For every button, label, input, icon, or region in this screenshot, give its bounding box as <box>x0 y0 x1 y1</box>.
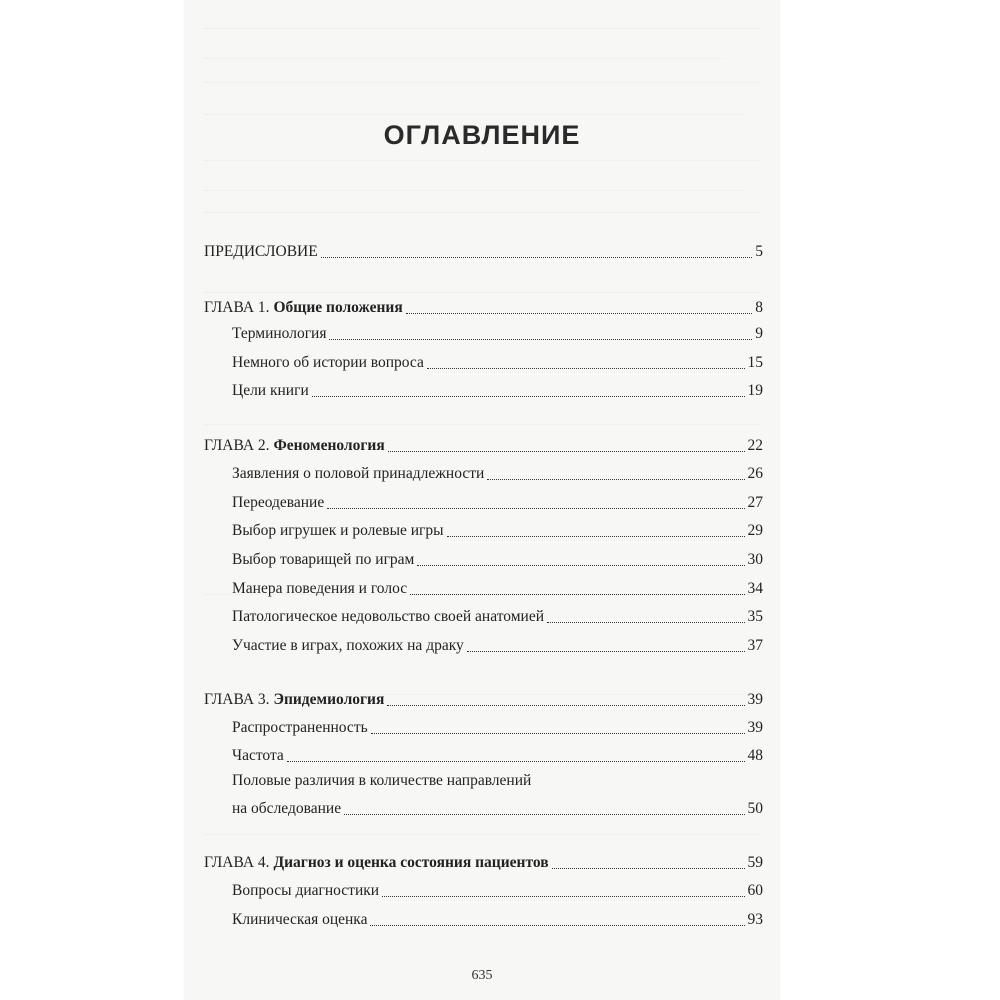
dot-leader <box>321 257 753 258</box>
toc-page-number: 39 <box>747 719 763 736</box>
toc-page-number: 60 <box>747 882 763 899</box>
book-page <box>184 0 780 1000</box>
toc-section-label: Патологическое недовольство своей анатомией <box>232 608 544 625</box>
toc-chapter-label: ГЛАВА 3. Эпидемиология <box>204 691 385 708</box>
toc-section-label: Клиническая оценка <box>232 911 368 928</box>
dot-leader <box>410 594 744 595</box>
toc-chapter-4 <box>204 849 763 873</box>
toc-page-number: 22 <box>747 437 763 454</box>
dot-leader <box>547 622 745 623</box>
dot-leader <box>371 733 745 734</box>
toc-page-number: 19 <box>747 382 763 399</box>
toc-section-label: Манера поведения и голос <box>232 580 408 597</box>
toc-section <box>232 632 763 656</box>
toc-section <box>232 714 763 738</box>
toc-section <box>232 349 763 373</box>
toc-section <box>232 460 763 484</box>
toc-chapter-1 <box>204 294 763 318</box>
dot-leader <box>344 814 744 815</box>
toc-chapter-label: ГЛАВА 1. Общие положения <box>204 299 403 316</box>
toc-section <box>232 320 763 344</box>
toc-chapter-label: ГЛАВА 2. Феноменология <box>204 437 385 454</box>
dot-leader <box>406 313 753 314</box>
dot-leader <box>447 536 745 537</box>
toc-entry-label: ПРЕДИСЛОВИЕ <box>204 243 318 260</box>
toc-section <box>232 603 763 627</box>
toc-section <box>232 517 763 541</box>
toc-section <box>232 546 763 570</box>
toc-page-number: 30 <box>747 551 763 568</box>
toc-section-label: Терминология <box>232 325 327 342</box>
toc-section-label: Немного об истории вопроса <box>232 354 424 371</box>
dot-leader <box>387 705 744 706</box>
toc-page-number: 37 <box>747 637 763 654</box>
toc-page-number: 8 <box>755 299 763 316</box>
toc-section-label: Половые различия в количестве направлений <box>232 772 532 789</box>
toc-section <box>232 489 763 513</box>
toc-section-label: Выбор игрушек и ролевые игры <box>232 522 444 539</box>
toc-page-number: 9 <box>755 325 763 342</box>
toc-section-line1 <box>232 771 763 791</box>
dot-leader <box>382 896 744 897</box>
toc-chapter-label: ГЛАВА 4. Диагноз и оценка состояния пациентов <box>204 854 549 871</box>
toc-section <box>232 877 763 901</box>
dot-leader <box>487 479 744 480</box>
toc-page-number: 59 <box>747 854 763 871</box>
toc-section <box>232 742 763 766</box>
page-number: 635 <box>471 968 493 983</box>
toc-page-number: 27 <box>747 494 763 511</box>
toc-page-number: 29 <box>747 522 763 539</box>
toc-chapter-3 <box>204 686 763 710</box>
toc-section <box>232 377 763 401</box>
toc-page-number: 26 <box>747 465 763 482</box>
dot-leader <box>427 368 745 369</box>
toc-entry-preface <box>204 238 763 262</box>
toc-page-number: 34 <box>747 580 763 597</box>
toc-section <box>232 906 763 930</box>
toc-page-number: 39 <box>747 691 763 708</box>
toc-page-number: 50 <box>747 800 763 817</box>
toc-page-number: 15 <box>747 354 763 371</box>
dot-leader <box>370 925 744 926</box>
toc-page-number: 35 <box>747 608 763 625</box>
toc-section-label: на обследование <box>232 800 342 817</box>
dot-leader <box>287 761 745 762</box>
toc-section-label: Переодевание <box>232 494 325 511</box>
toc-section <box>232 575 763 599</box>
toc-chapter-2 <box>204 432 763 456</box>
page-title: ОГЛАВЛЕНИЕ <box>383 120 581 150</box>
toc-section-label: Заявления о половой принадлежности <box>232 465 485 482</box>
toc-section <box>232 795 763 819</box>
toc-section-label: Частота <box>232 747 284 764</box>
dot-leader <box>327 508 744 509</box>
toc-section-label: Цели книги <box>232 382 309 399</box>
dot-leader <box>312 396 745 397</box>
dot-leader <box>467 651 745 652</box>
toc-page-number: 48 <box>747 747 763 764</box>
dot-leader <box>417 565 744 566</box>
dot-leader <box>329 339 752 340</box>
dot-leader <box>552 868 745 869</box>
toc-section-label: Вопросы диагностики <box>232 882 380 899</box>
toc-section-label: Участие в играх, похожих на драку <box>232 637 464 654</box>
toc-section-label: Распространенность <box>232 719 368 736</box>
toc-section-label: Выбор товарищей по играм <box>232 551 415 568</box>
toc-page-number: 5 <box>755 243 763 260</box>
toc-page-number: 93 <box>747 911 763 928</box>
dot-leader <box>388 451 745 452</box>
